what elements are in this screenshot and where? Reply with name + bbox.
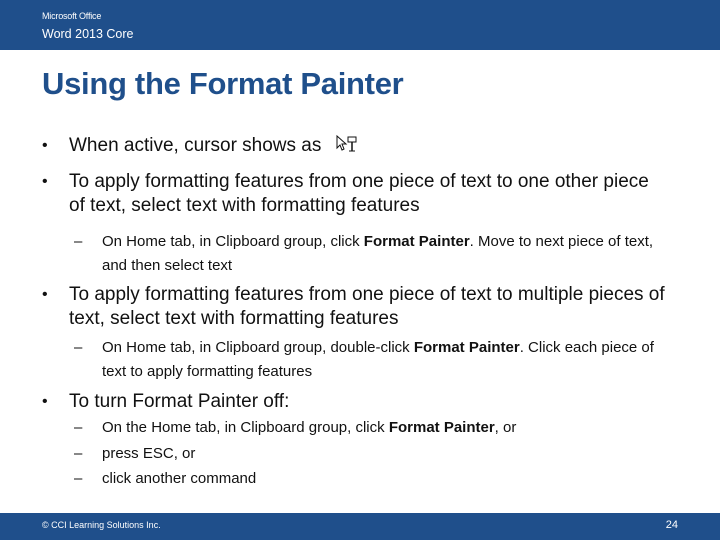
copyright-label: © CCI Learning Solutions Inc. <box>42 520 161 530</box>
bullet-apply-one: • To apply formatting features from one piece of text to one other piece of text, select text with formatting features <box>69 170 669 218</box>
slide-title: Using the Format Painter <box>42 66 404 101</box>
sub-text: . Click each piece of text to apply formatting features <box>102 339 654 380</box>
bullet-turn-off: • To turn Format Painter off: <box>69 390 669 414</box>
sub-text: On Home tab, in Clipboard group, double-click <box>102 339 414 356</box>
sub-text: . Move to next piece of text, and then select text <box>102 233 654 274</box>
bullet-apply-multiple: • To apply formatting features from one piece of text to multiple pieces of text, select text with formatting features <box>69 283 669 331</box>
sub-bold-command: Format Painter <box>363 233 470 250</box>
brand-label: Microsoft Office <box>42 11 102 21</box>
sub-turn-off-esc: – press ESC, or <box>102 442 682 466</box>
sub-bold-command: Format Painter <box>413 339 520 356</box>
sub-bold-command: Format Painter <box>388 419 495 436</box>
sub-turn-off-click <box>102 416 682 440</box>
sub-text: , or <box>494 419 517 436</box>
bullet-text: When active, cursor shows as <box>69 135 322 156</box>
sub-turn-off-command: – click another command <box>102 467 682 491</box>
sub-apply-multiple-step <box>102 336 682 384</box>
footer-bar <box>0 513 720 540</box>
page-number: 24 <box>665 519 678 531</box>
sub-text: On the Home tab, in Clipboard group, click <box>102 419 389 436</box>
sub-text: On Home tab, in Clipboard group, click <box>102 233 364 250</box>
sub-apply-one-step <box>102 230 682 278</box>
bullet-cursor <box>69 134 669 158</box>
format-painter-cursor-icon <box>333 134 361 154</box>
course-label: Word 2013 Core <box>42 27 134 41</box>
